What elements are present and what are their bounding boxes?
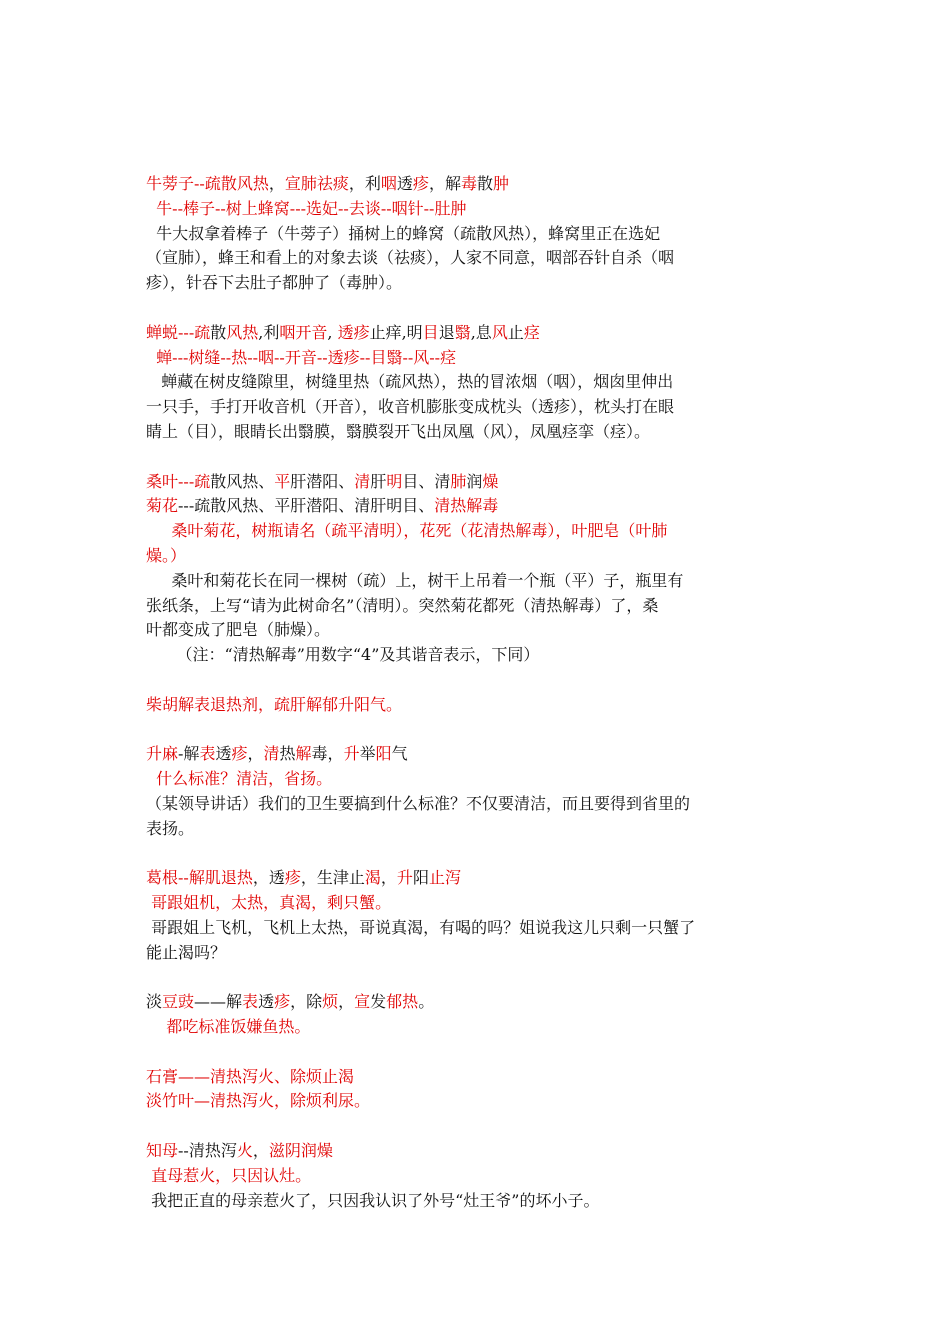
highlight-text: 什么标准？清洁，省扬。 (146, 769, 333, 789)
highlight-text: 郁热 (386, 992, 419, 1012)
herb-section (146, 742, 806, 841)
body-text: 举 (359, 744, 376, 764)
body-text: ，生津止 (300, 868, 365, 888)
text-line (146, 594, 806, 619)
highlight-text: 升 (396, 868, 413, 888)
body-text: 目、清 (402, 471, 451, 491)
herb-section (146, 1065, 806, 1115)
section-gap (146, 966, 806, 991)
text-line (146, 519, 806, 544)
highlight-text: 表 (242, 992, 259, 1012)
highlight-text: 肿 (492, 174, 509, 193)
highlight-text: 平 (274, 471, 291, 491)
highlight-text: 直母惹火，只因认灶。 (146, 1165, 312, 1185)
body-text: 退 (438, 322, 455, 342)
body-text: 透 (215, 744, 232, 764)
body-text: 淡 (146, 992, 163, 1012)
text-line (146, 767, 806, 792)
herb-heading-line (146, 321, 806, 346)
highlight-text: 明 (386, 471, 403, 491)
text-line (146, 891, 806, 916)
text-line (146, 817, 806, 842)
highlight-text: 渴 (364, 868, 381, 888)
highlight-text: 宣 (354, 992, 371, 1012)
section-gap (146, 842, 806, 867)
body-text: ， (247, 744, 264, 764)
highlight-text: 知母 (146, 1141, 179, 1161)
highlight-text: 目 (422, 322, 439, 342)
herb-section (146, 866, 806, 965)
text-line (146, 792, 806, 817)
body-text: ，利 (348, 174, 381, 193)
herb-heading-line (146, 990, 806, 1015)
text-line (146, 346, 806, 371)
text-line (146, 569, 806, 594)
herb-heading-line (146, 1139, 806, 1164)
herb-heading-line (146, 742, 806, 767)
highlight-text: 肺 (450, 471, 467, 491)
highlight-text: 哥跟姐机，太热，真渴，剩只蟹。 (146, 893, 392, 913)
text-line (146, 1189, 806, 1214)
body-text: ， (252, 1141, 269, 1161)
body-text: 睛上（目），眼睛长出翳膜，翳膜裂开飞出凤凰（风），凤凰痉挛（痉）。 (146, 421, 651, 441)
highlight-text: 疏 (194, 322, 211, 342)
body-text: ，透 (252, 868, 285, 888)
highlight-text: 咽开音 (279, 322, 328, 342)
highlight-text: 表 (199, 744, 216, 764)
body-text: 表扬。 (146, 818, 195, 838)
text-line (146, 1089, 806, 1114)
highlight-text: 咽 (380, 174, 397, 193)
highlight-text: 风热 (226, 322, 259, 342)
highlight-text: 都吃标准饭嫌鱼热。 (146, 1017, 311, 1037)
herb-section (146, 470, 806, 668)
highlight-text: 滋阴润燥 (268, 1141, 333, 1161)
body-text: 毒， (311, 744, 344, 764)
body-text: 叶都变成了肥皂（肺燥）。 (146, 620, 331, 640)
body-text: 肝 (370, 471, 387, 491)
document-page (146, 172, 806, 1213)
text-line (146, 941, 806, 966)
highlight-text: 桑叶--- (146, 471, 195, 491)
text-line (146, 494, 806, 519)
body-text: 止痒,明 (369, 322, 423, 342)
body-text: ,利 (258, 322, 280, 342)
text-line (146, 222, 806, 247)
body-text: ,息 (470, 322, 492, 342)
text-line (146, 395, 806, 420)
body-text: 疹），针吞下去肚子都肿了（毒肿）。 (146, 273, 403, 293)
herb-section (146, 693, 806, 718)
body-text: 哥跟姐上飞机，飞机上太热，哥说真渴，有喝的吗？姐说我这儿只剩一只蟹了 (146, 917, 696, 937)
highlight-text: 牛--棒子--树上蜂窝---选妃--去谈--咽针--肚肿 (146, 198, 467, 218)
herb-section (146, 1139, 806, 1213)
highlight-text: 升麻 (146, 744, 179, 764)
highlight-text: 桑叶菊花，树瓶请名（疏平清明），花死（花清热解毒），叶肥皂（叶肺 (146, 521, 668, 541)
text-line (146, 916, 806, 941)
body-text: 透 (396, 174, 413, 193)
text-line (146, 1015, 806, 1040)
body-text: （注：“清热解毒”用数字“4”及其谐音表示，下同） (146, 645, 540, 665)
body-text: ---疏散风热、平肝潜阳、清肝明目、 (178, 496, 435, 516)
body-text: 气 (391, 744, 408, 764)
highlight-text: 疏 (194, 471, 211, 491)
herb-heading-line (146, 866, 806, 891)
highlight-text: 清热解毒 (434, 496, 499, 516)
body-text: （某领导讲话）我们的卫生要搞到什么标准？不仅要清洁，而且要得到省里的 (146, 793, 691, 813)
highlight-text: 疏散风热 (204, 174, 269, 193)
highlight-text: 疹 (412, 174, 429, 193)
body-text: ， (380, 868, 397, 888)
text-line (146, 370, 806, 395)
section-gap (146, 296, 806, 321)
herb-heading-line (146, 1065, 806, 1090)
highlight-text: 清 (263, 744, 280, 764)
text-line (146, 544, 806, 569)
body-text: 散 (210, 322, 227, 342)
herb-section (146, 321, 806, 445)
highlight-text: 蝉---树缝--热--咽--开音--透疹--目翳--风--痉 (146, 347, 457, 367)
highlight-text: 疹 (231, 744, 248, 764)
body-text: -解 (178, 744, 200, 764)
highlight-text: 宣肺祛痰 (284, 174, 349, 193)
highlight-text: 清 (354, 471, 371, 491)
highlight-text: 止泻 (428, 868, 461, 888)
highlight-text: 烦 (322, 992, 339, 1012)
body-text: 桑叶和菊花长在同一棵树（疏）上，树干上吊着一个瓶（平）子，瓶里有 (146, 570, 684, 590)
highlight-text: 葛根-- (146, 868, 189, 888)
body-text: 能止渴吗？ (146, 942, 227, 962)
highlight-text: 透疹 (337, 322, 370, 342)
body-text: ——解 (194, 992, 243, 1012)
text-line (146, 420, 806, 445)
highlight-text: 淡竹叶—清热泻火，除烦利尿。 (146, 1091, 371, 1111)
text-line (146, 197, 806, 222)
body-text: 止 (507, 322, 524, 342)
body-text: 肝潜阳、 (290, 471, 355, 491)
body-text: --清热泻 (178, 1141, 237, 1161)
body-text: 张纸条，上写“请为此树命名”（清明）。突然菊花都死（清热解毒）了，桑 (146, 595, 659, 615)
section-gap (146, 668, 806, 693)
body-text: 一只手，手打开收音机（开音），收音机膨胀变成枕头（透疹），枕头打在眼 (146, 397, 675, 417)
highlight-text: 豆豉 (162, 992, 195, 1012)
body-text: ，解 (428, 174, 461, 193)
section-gap (146, 1114, 806, 1139)
body-text: 牛大叔拿着棒子（牛蒡子）捅树上的蜂窝（疏散风热），蜂窝里正在选妃 (146, 223, 661, 243)
highlight-text: 痉 (523, 322, 540, 342)
text-line (146, 271, 806, 296)
body-text: 热 (279, 744, 296, 764)
body-text: , (327, 322, 338, 342)
herb-section (146, 990, 806, 1040)
body-text: 我把正直的母亲惹火了，只因我认识了外号“灶王爷”的坏小子。 (146, 1190, 600, 1210)
herb-heading-line (146, 172, 806, 197)
highlight-text: 牛蒡子-- (146, 174, 205, 193)
highlight-text: 蝉蜕--- (146, 322, 195, 342)
body-text: 蝉藏在树皮缝隙里，树缝里热（疏风热），热的冒浓烟（咽），烟囱里伸出 (146, 372, 674, 392)
body-text: ， (268, 174, 285, 193)
highlight-text: 升 (343, 744, 360, 764)
highlight-text: 阳 (375, 744, 392, 764)
highlight-text: 燥 (482, 471, 499, 491)
section-gap (146, 718, 806, 743)
highlight-text: 燥。） (146, 545, 187, 565)
body-text: 。 (418, 992, 435, 1012)
highlight-text: 风 (491, 322, 508, 342)
body-text: 散 (476, 174, 493, 193)
text-line (146, 246, 806, 271)
highlight-text: 疹 (284, 868, 301, 888)
section-gap (146, 445, 806, 470)
section-gap (146, 1040, 806, 1065)
text-line (146, 618, 806, 643)
body-text: 阳 (412, 868, 429, 888)
body-text: 润 (466, 471, 483, 491)
body-text: ，除 (290, 992, 323, 1012)
text-line (146, 643, 806, 668)
highlight-text: 毒 (460, 174, 477, 193)
body-text: 透 (258, 992, 275, 1012)
highlight-text: 石膏——清热泻火、除烦止渴 (146, 1066, 355, 1086)
highlight-text: 翳 (454, 322, 471, 342)
text-line (146, 1164, 806, 1189)
body-text: 散风热、 (210, 471, 275, 491)
herb-section (146, 172, 806, 296)
herb-heading-line (146, 693, 806, 718)
highlight-text: 解 (295, 744, 312, 764)
highlight-text: 柴胡解表退热剂，疏肝解郁升阳气。 (146, 694, 403, 714)
body-text: （宣肺），蜂王和看上的对象去谈（祛痰），人家不同意，咽部吞针自杀（咽 (146, 248, 675, 268)
herb-heading-line (146, 470, 806, 495)
highlight-text: 菊花 (146, 496, 179, 516)
body-text: 发 (370, 992, 387, 1012)
highlight-text: 解肌退热 (188, 868, 253, 888)
body-text: ， (338, 992, 355, 1012)
highlight-text: 疹 (274, 992, 291, 1012)
highlight-text: 火 (236, 1141, 253, 1161)
